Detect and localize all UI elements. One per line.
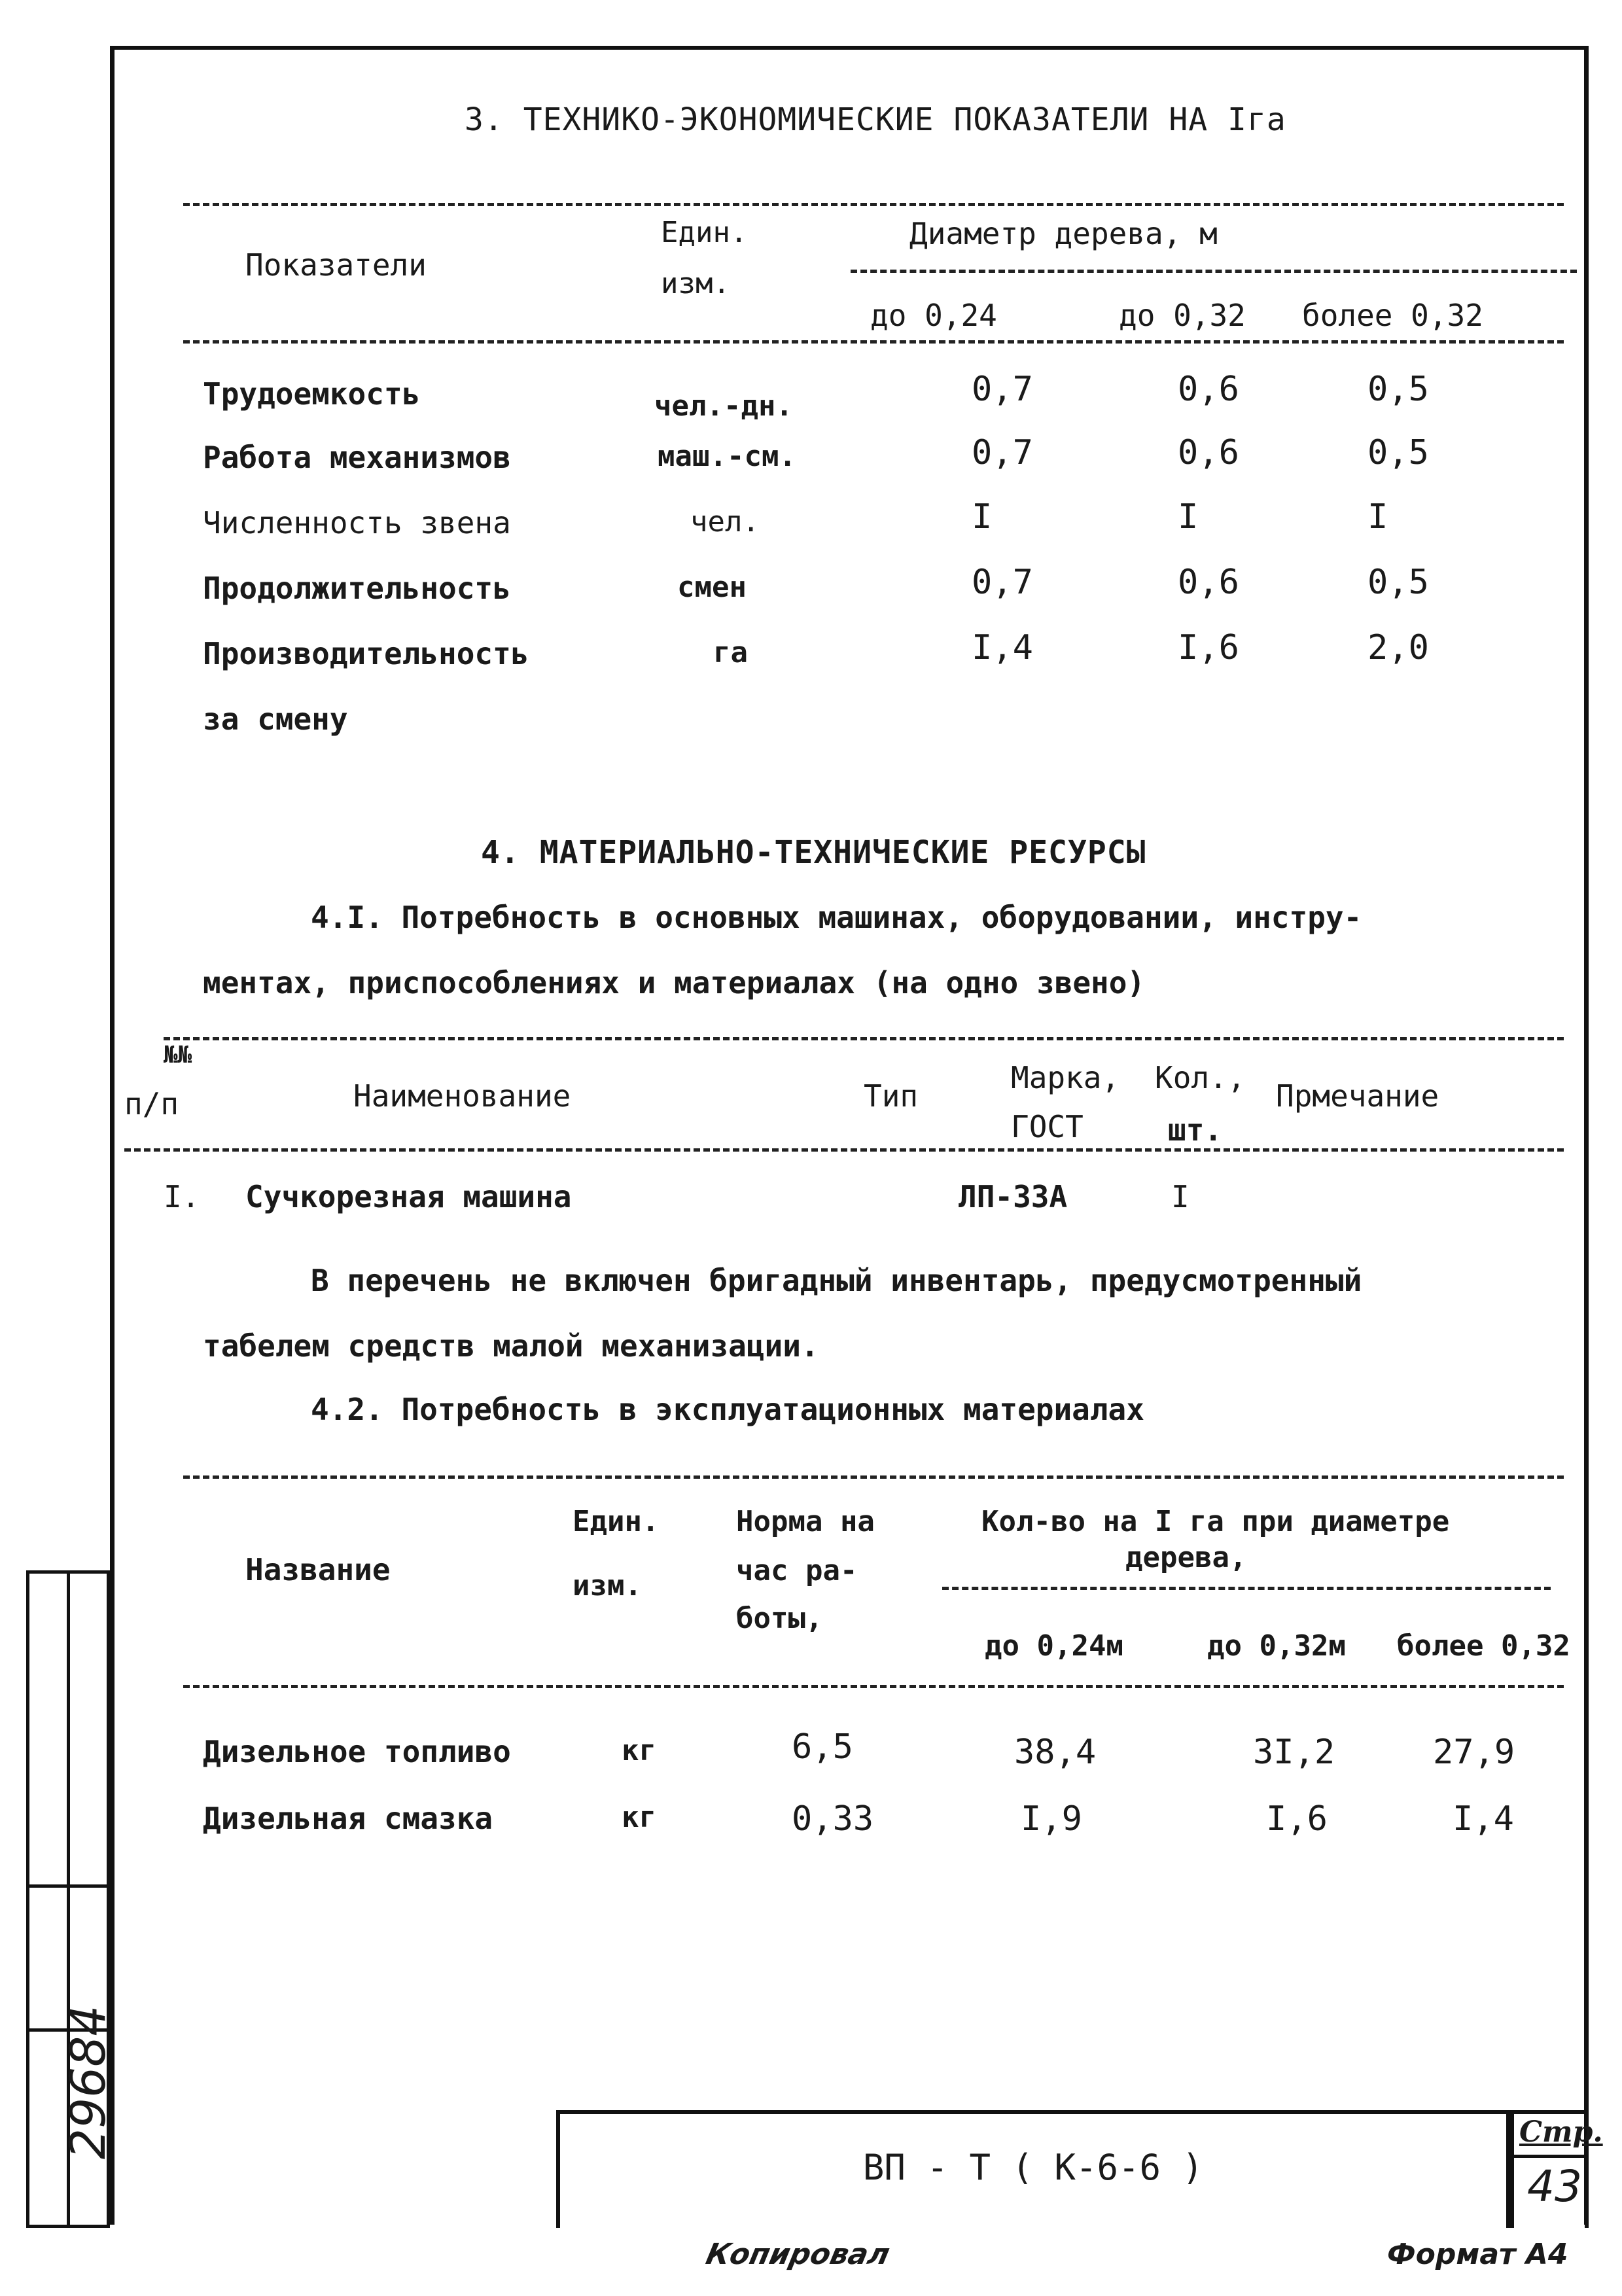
table5-row-name: Дизельное топливо [203,1734,511,1769]
table3-row-v3: 0,5 [1367,433,1429,472]
table3-row-v3: 2,0 [1367,628,1429,667]
table5-header-qty-2: дерева, [1125,1541,1247,1574]
binding-strip-line [26,1570,110,1574]
table4-row-name: Сучкорезная машина [245,1179,572,1214]
table5-header-rule [183,1685,1564,1688]
table5-row-v3: I,4 [1453,1799,1514,1839]
binding-strip-line [26,1570,29,2228]
table3-row-v2: 0,6 [1178,433,1239,472]
table3-row-v2: I,6 [1178,628,1239,667]
table5-col1: до 0,24м [985,1629,1123,1663]
table5-row-name: Дизельная смазка [203,1801,493,1836]
table5-row-unit: кг [622,1801,656,1834]
section4-title: 4. МАТЕРИАЛЬНО-ТЕХНИЧЕСКИЕ РЕСУРСЫ [481,834,1146,871]
table5-col3: более 0,32 [1397,1629,1570,1663]
table5-row-norm: 0,33 [792,1799,874,1839]
table3-row-v1: 0,7 [972,370,1033,409]
table3-row-v1: I [972,497,993,537]
table3-row-unit: чел.-дн. [654,389,793,423]
table5-row-norm: 6,5 [792,1727,853,1767]
table5-row-v1: I,9 [1021,1799,1082,1839]
table4-header-brand-1: Марка, [1011,1060,1120,1095]
format-label: Формат А4 [1387,2238,1568,2271]
note-line1: В перечень не включен бригадный инвентарь, предусмотренный [311,1263,1362,1298]
section4-1-line1: 4.I. Потребность в основных машинах, оборудовании, инстру- [311,900,1362,935]
table3-top-rule [183,203,1564,206]
page-box-divider [1514,2155,1585,2158]
table5-row-v1: 38,4 [1014,1733,1097,1772]
table4-row-qty: I [1171,1179,1190,1214]
table3-row-continuation: за смену [203,701,348,737]
page-frame [110,46,1589,2225]
table3-header-diameter: Диаметр дерева, м [909,216,1218,251]
table5-row-v2: 3I,2 [1253,1733,1335,1772]
copied-by-stamp: Копировал [703,2238,893,2271]
page-number-box [1510,2110,1603,2228]
section4-2-title: 4.2. Потребность в эксплуатационных материалах [311,1392,1144,1427]
page-label: Стр. [1519,2115,1603,2149]
table3-row-v1: 0,7 [972,563,1033,602]
table3-header-unit-1: Един. [661,216,748,249]
table3-header-unit-2: изм. [661,267,730,300]
table3-row-name: Продолжительность [203,571,511,606]
table3-row-unit: га [713,636,748,669]
table5-header-norm-3: боты, [736,1602,823,1635]
table4-header-note: Прмечание [1276,1078,1439,1114]
table3-row-name: Работа механизмов [203,440,511,475]
table3-row-name: Численность звена [203,505,511,540]
title-block [556,2110,1510,2228]
document-code: ВП - Т ( К-6-6 ) [862,2147,1204,2188]
table5-header-unit-2: изм. [573,1569,642,1602]
note-line2: табелем средств малой механизации. [203,1328,819,1364]
table3-row-v2: 0,6 [1178,370,1239,409]
table4-header-rule [124,1148,1564,1152]
table5-sub-rule [942,1587,1551,1590]
table5-header-name: Название [245,1552,391,1587]
table4-row-brand: ЛП-33А [959,1179,1068,1214]
table4-header-num-1: №№ [164,1042,192,1069]
table4-header-qty-2: шт. [1168,1112,1223,1148]
inventory-number: 29684 [60,2005,116,2159]
table3-col3: более 0,32 [1302,298,1483,333]
table3-row-name: Производительность [203,636,529,671]
table3-row-v1: I,4 [972,628,1033,667]
table3-row-v1: 0,7 [972,433,1033,472]
table5-header-qty-1: Кол-во на I га при диаметре [981,1505,1450,1538]
table3-col2: до 0,32 [1119,298,1246,333]
binding-strip-line [26,1884,110,1888]
table4-row-num: I. [164,1179,200,1214]
table5-row-v2: I,6 [1266,1799,1328,1839]
table4-top-rule [164,1037,1564,1040]
page-number: 43 [1527,2161,1582,2212]
table3-row-v3: I [1367,497,1388,537]
table3-row-v3: 0,5 [1367,370,1429,409]
table3-header-indicators: Показатели [245,247,427,283]
section4-1-line2: ментах, приспособлениях и материалах (на одно звено) [203,965,1146,1000]
table3-row-unit: смен [677,571,747,604]
table5-row-unit: кг [622,1734,656,1767]
table5-top-rule [183,1475,1564,1479]
table3-col1: до 0,24 [870,298,997,333]
binding-strip-line [26,2225,110,2228]
table4-header-qty-1: Кол., [1155,1060,1246,1095]
table4-header-num-2: п/п [124,1086,179,1122]
table3-row-v2: I [1178,497,1199,537]
table3-row-unit: маш.-см. [658,440,796,473]
table3-row-v2: 0,6 [1178,563,1239,602]
table3-row-v3: 0,5 [1367,563,1429,602]
table5-header-norm-1: Норма на [736,1505,875,1538]
table5-col2: до 0,32м [1207,1629,1346,1663]
table4-header-type: Тип [864,1078,919,1114]
table3-row-name: Трудоемкость [203,376,421,412]
table5-header-unit-1: Един. [573,1505,660,1538]
section3-title: 3. ТЕХНИКО-ЭКОНОМИЧЕСКИЕ ПОКАЗАТЕЛИ НА Iга [465,101,1286,138]
table3-sub-rule [851,270,1577,273]
table5-row-v3: 27,9 [1433,1733,1515,1772]
table4-header-brand-2: ГОСТ [1011,1109,1084,1144]
table5-header-norm-2: час ра- [736,1554,858,1587]
table3-header-rule [183,340,1564,344]
table4-header-name: Наименование [353,1078,571,1114]
table3-row-unit: чел. [690,505,760,539]
